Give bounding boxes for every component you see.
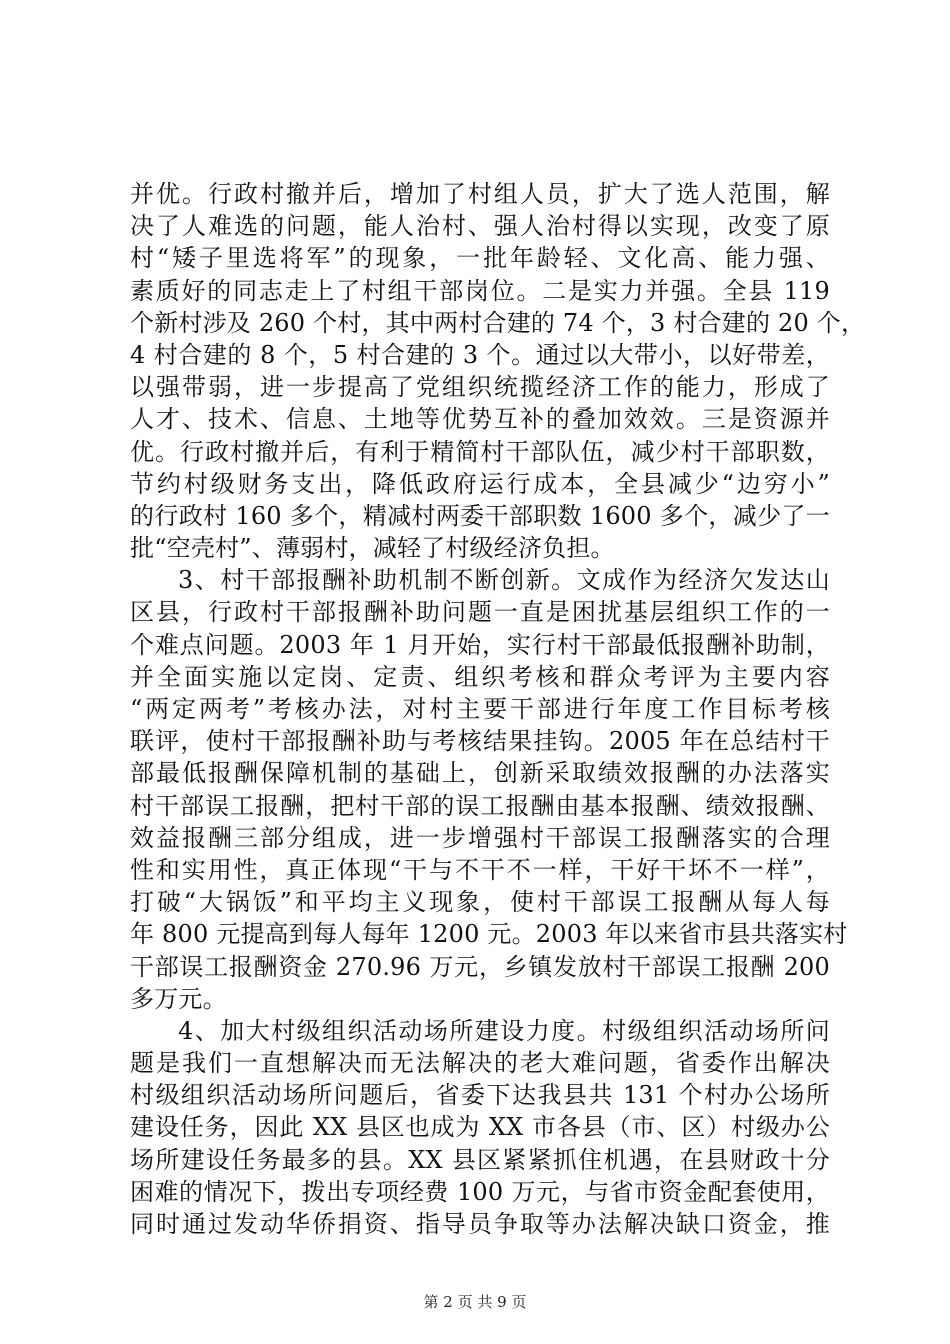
text-line: 节约村级财务支出，降低政府运行成本，全县减少“边穷小” <box>130 469 830 498</box>
text-line: 村“矮子里选将军”的现象，一批年龄轻、文化高、能力强、 <box>130 244 830 273</box>
text-line: “两定两考”考核办法，对村主要干部进行年度工作目标考核 <box>130 695 830 723</box>
text-line: 村级组织活动场所问题后，省委下达我县共 131 个村办公场所 <box>130 1081 830 1110</box>
body-text <box>130 178 866 1240</box>
page-footer: 第 2 页 共 9 页 <box>423 1293 527 1311</box>
text-line: 的行政村 160 多个，精减村两委干部职数 1600 多个，减少了一 <box>130 501 830 530</box>
text-line: 以强带弱，进一步提高了党组织统揽经济工作的能力，形成了 <box>130 373 830 402</box>
text-line: 建设任务，因此 XX 县区也成为 XX 市各县（市、区）村级办公 <box>130 1113 830 1142</box>
text-line: 4、加大村级组织活动场所建设力度。村级组织活动场所问 <box>178 1016 830 1045</box>
text-line: 并优。行政村撤并后，增加了村组人员，扩大了选人范围，解 <box>130 180 830 208</box>
text-line: 素质好的同志走上了村组干部岗位。二是实力并强。全县 119 <box>130 276 830 305</box>
text-line: 场所建设任务最多的县。XX 县区紧紧抓住机遇，在县财政十分 <box>130 1145 830 1174</box>
text-line: 个新村涉及 260 个村，其中两村合建的 74 个，3 村合建的 20 个， <box>130 308 866 337</box>
text-line: 3、村干部报酬补助机制不断创新。文成作为经济欠发达山 <box>178 566 830 595</box>
text-line: 联评，使村干部报酬补助与考核结果挂钩。2005 年在总结村干 <box>130 727 830 756</box>
text-line: 人才、技术、信息、土地等优势互补的叠加效效。三是资源并 <box>130 405 830 434</box>
text-line: 个难点问题。2003 年 1 月开始，实行村干部最低报酬补助制， <box>130 630 830 659</box>
text-line: 多万元。 <box>130 984 227 1013</box>
text-line: 部最低报酬保障机制的基础上，创新采取绩效报酬的办法落实 <box>130 759 830 788</box>
text-line: 打破“大锅饭”和平均主义现象，使村干部误工报酬从每人每 <box>130 888 830 917</box>
text-line: 优。行政村撤并后，有利于精简村干部队伍，减少村干部职数， <box>130 437 830 466</box>
text-line: 批“空壳村”、薄弱村，减轻了村级经济负担。 <box>130 534 615 563</box>
text-line: 村干部误工报酬，把村干部的误工报酬由基本报酬、绩效报酬、 <box>130 791 830 820</box>
text-line: 干部误工报酬资金 270.96 万元，乡镇发放村干部误工报酬 200 <box>130 952 830 981</box>
text-line: 4 村合建的 8 个，5 村合建的 3 个。通过以大带小，以好带差， <box>130 340 830 369</box>
text-line: 题是我们一直想解决而无法解决的老大难问题，省委作出解决 <box>130 1049 830 1078</box>
text-line: 决了人难选的问题，能人治村、强人治村得以实现，改变了原 <box>130 212 830 241</box>
text-line: 区县，行政村干部报酬补助问题一直是困扰基层组织工作的一 <box>130 598 830 627</box>
text-line: 效益报酬三部分组成，进一步增强村干部误工报酬落实的合理 <box>130 823 830 852</box>
text-line: 困难的情况下，拨出专项经费 100 万元，与省市资金配套使用， <box>130 1177 830 1206</box>
text-line: 性和实用性，真正体现“干与不干不一样，干好干坏不一样”， <box>130 855 830 884</box>
text-line: 年 800 元提高到每人每年 1200 元。2003 年以来省市县共落实村 <box>130 920 848 949</box>
text-line: 并全面实施以定岗、定责、组织考核和群众考评为主要内容 <box>130 662 830 691</box>
text-line: 同时通过发动华侨捐资、指导员争取等办法解决缺口资金，推 <box>130 1210 830 1238</box>
